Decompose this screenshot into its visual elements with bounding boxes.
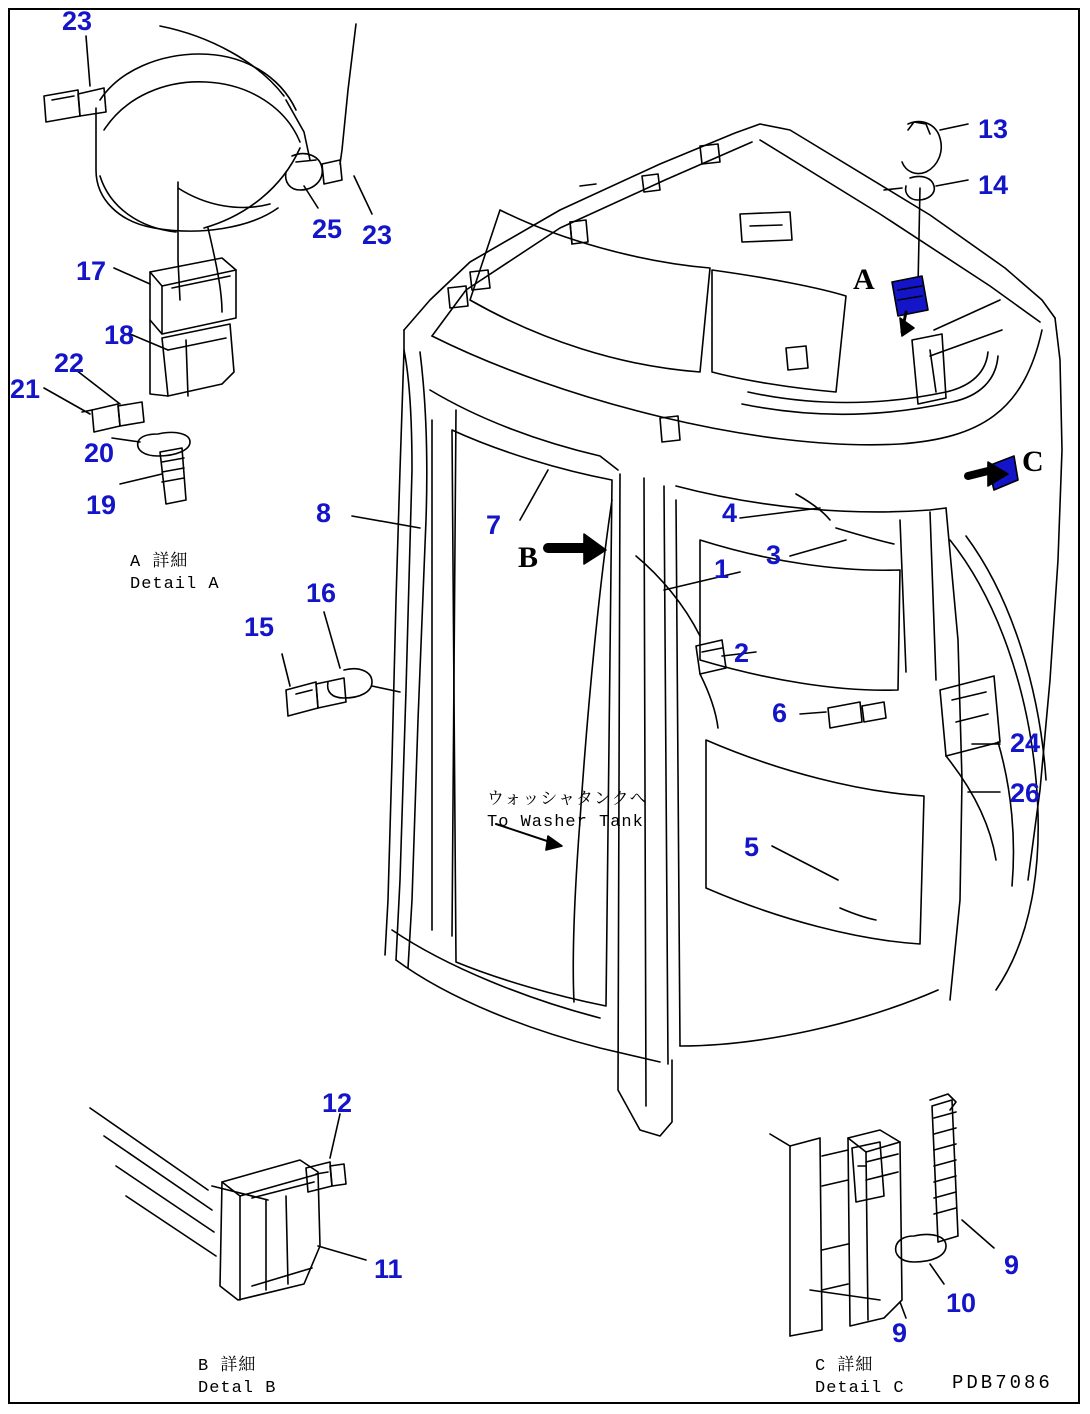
- callout-5: 5: [744, 832, 760, 862]
- washer-tank-note-jp: ウォッシャタンクへ: [487, 791, 648, 810]
- detail-a-caption-en: Detail A: [130, 575, 220, 594]
- detail-c-caption-jp: C 詳細: [815, 1357, 874, 1376]
- section-marker-c: C: [1022, 445, 1044, 478]
- callout-14: 14: [978, 170, 1009, 200]
- callout-1: 1: [714, 554, 730, 584]
- callout-3: 3: [766, 540, 782, 570]
- callout-8: 8: [316, 498, 332, 528]
- callout-7: 7: [486, 510, 502, 540]
- callout-26: 26: [1010, 778, 1041, 808]
- drawing-part-number: PDB7086: [952, 1372, 1053, 1394]
- callout-17: 17: [76, 256, 107, 286]
- callout-16: 16: [306, 578, 337, 608]
- callout-13: 13: [978, 114, 1009, 144]
- callout-20: 20: [84, 438, 115, 468]
- detail-a-caption-jp: A 詳細: [130, 553, 189, 572]
- callout-23-b: 23: [362, 220, 393, 250]
- callout-22: 22: [54, 348, 85, 378]
- section-marker-b: B: [518, 541, 539, 574]
- detail-b-caption-en: Detal B: [198, 1379, 277, 1398]
- callout-4: 4: [722, 498, 738, 528]
- callout-25: 25: [312, 214, 343, 244]
- callout-2: 2: [734, 638, 750, 668]
- detail-c-caption-en: Detail C: [815, 1379, 905, 1398]
- callout-12: 12: [322, 1088, 353, 1118]
- callout-10: 10: [946, 1288, 977, 1318]
- section-marker-a: A: [853, 263, 875, 296]
- callout-6: 6: [772, 698, 788, 728]
- detail-b-caption-jp: B 詳細: [198, 1357, 257, 1376]
- callout-15: 15: [244, 612, 275, 642]
- callout-21: 21: [10, 374, 41, 404]
- callout-19: 19: [86, 490, 117, 520]
- callout-11: 11: [374, 1254, 403, 1284]
- callout-18: 18: [104, 320, 135, 350]
- callout-9-b: 9: [892, 1318, 908, 1348]
- callout-23-a: 23: [62, 6, 93, 36]
- callout-9-a: 9: [1004, 1250, 1020, 1280]
- washer-tank-note-en: To Washer Tank: [487, 813, 644, 832]
- callout-24: 24: [1010, 728, 1041, 758]
